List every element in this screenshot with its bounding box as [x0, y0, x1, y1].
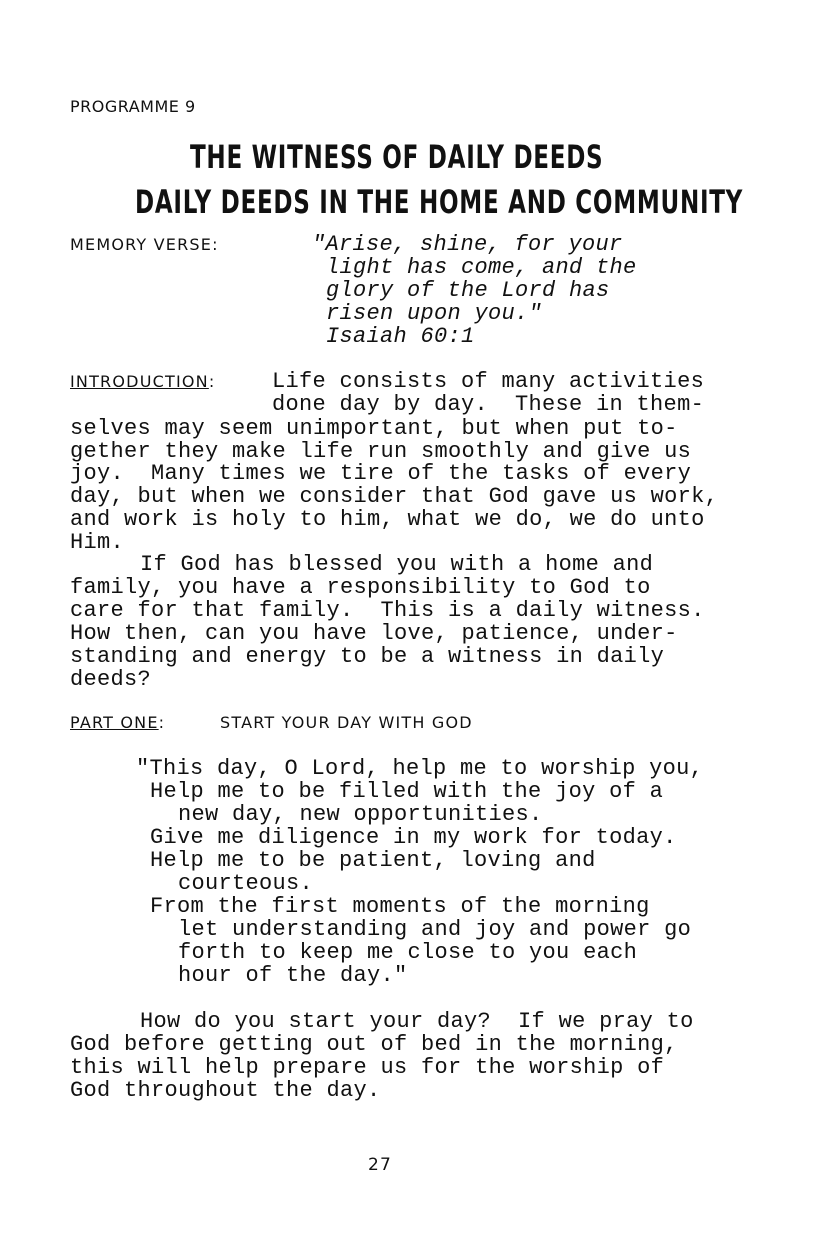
paragraph-line: done day by day. These in them-	[272, 392, 705, 417]
paragraph-line: day, but when we consider that God gave us work,	[70, 484, 719, 509]
paragraph-line: selves may seem unimportant, but when put to-	[70, 416, 678, 441]
prayer-line: Help me to be filled with the joy of a	[150, 779, 664, 804]
page-number: 27	[368, 1155, 393, 1175]
introduction-label	[70, 372, 215, 391]
memory-verse-line: light has come, and the	[326, 255, 637, 280]
paragraph-line: gether they make life run smoothly and give us	[70, 439, 692, 464]
paragraph-line: How then, can you have love, patience, under-	[70, 621, 678, 646]
part-one-heading: START YOUR DAY WITH GOD	[220, 713, 473, 732]
prayer-line: let understanding and joy and power go	[178, 917, 692, 942]
prayer-line: new day, new opportunities.	[178, 802, 543, 827]
prayer-line: Help me to be patient, loving and	[150, 848, 596, 873]
paragraph-line: this will help prepare us for the worship of	[70, 1055, 665, 1080]
programme-label: PROGRAMME 9	[70, 97, 196, 116]
part-one-colon: :	[158, 713, 166, 732]
paragraph-line: Life consists of many activities	[272, 369, 705, 394]
prayer-line: courteous.	[178, 871, 314, 896]
prayer-line: From the first moments of the morning	[150, 894, 650, 919]
page-subtitle: DAILY DEEDS IN THE HOME AND COMMUNITY	[135, 183, 744, 221]
paragraph-line: If God has blessed you with a home and	[140, 552, 654, 577]
memory-verse-label: MEMORY VERSE:	[70, 235, 219, 254]
introduction-label-text: INTRODUCTION	[70, 372, 209, 391]
paragraph-line: God before getting out of bed in the morning,	[70, 1032, 678, 1057]
prayer-line: hour of the day."	[178, 963, 408, 988]
prayer-line: forth to keep me close to you each	[178, 940, 638, 965]
paragraph-line: How do you start your day? If we pray to	[140, 1009, 694, 1034]
paragraph-line: care for that family. This is a daily witness.	[70, 598, 705, 623]
memory-verse-line: glory of the Lord has	[326, 278, 610, 303]
memory-verse-reference: Isaiah 60:1	[326, 324, 475, 349]
paragraph-line: Him.	[70, 530, 125, 555]
prayer-line: Give me diligence in my work for today.	[150, 825, 677, 850]
paragraph-line: family, you have a responsibility to God to	[70, 575, 651, 600]
paragraph-line: God throughout the day.	[70, 1078, 381, 1103]
memory-verse-line: risen upon you."	[326, 301, 543, 326]
prayer-line: "This day, O Lord, help me to worship you,	[136, 756, 704, 781]
introduction-colon: :	[208, 372, 216, 391]
paragraph-line: standing and energy to be a witness in daily	[70, 644, 665, 669]
page-title: THE WITNESS OF DAILY DEEDS	[190, 138, 604, 176]
paragraph-line: joy. Many times we tire of the tasks of every	[70, 461, 692, 486]
paragraph-line: deeds?	[70, 667, 152, 692]
part-one-label-text: PART ONE	[70, 713, 159, 732]
memory-verse-line: "Arise, shine, for your	[312, 232, 623, 257]
paragraph-line: and work is holy to him, what we do, we do unto	[70, 507, 705, 532]
part-one-label	[70, 713, 165, 732]
